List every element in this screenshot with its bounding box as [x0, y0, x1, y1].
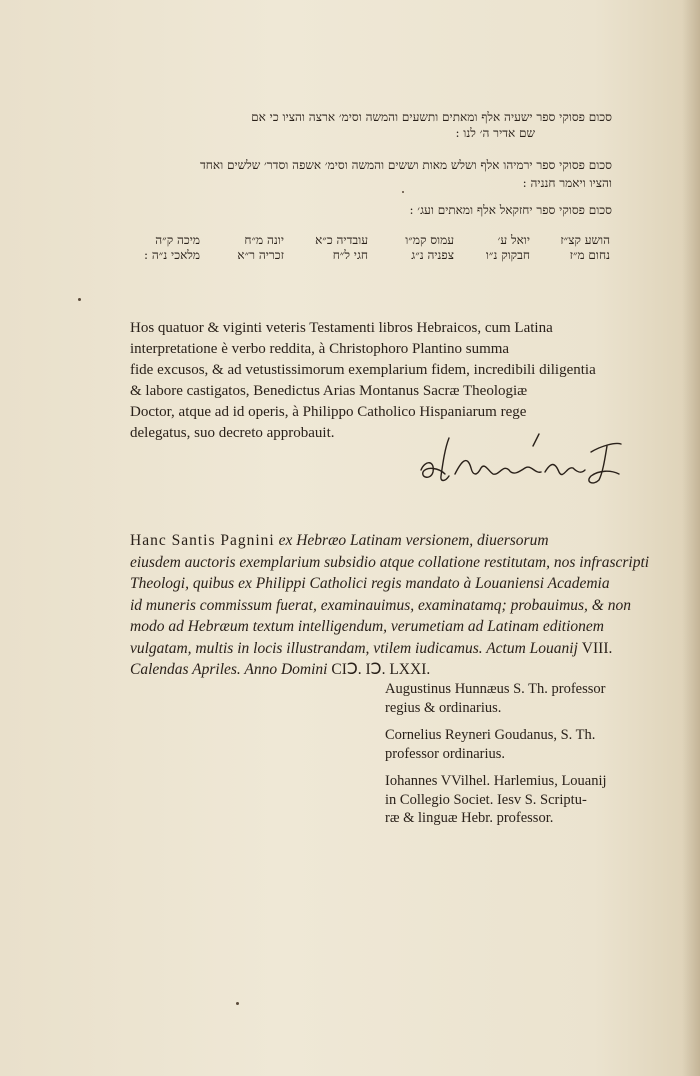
censura-opening-caps: Hanc Santis Pagnini: [130, 532, 275, 549]
approbation-paragraph: [130, 318, 650, 444]
hebrew-jeremiah-line-1: סכום פסוקי ספר ירמיהו אלף ושלש מאות וששים והמשה וסימ׳ אשפה וסדר׳ שלשים ואחד: [200, 158, 612, 172]
hebrew-ezekiel-line: סכום פסוקי ספר יחזקאל אלף ומאתים ועג׳ :: [409, 203, 612, 217]
approbation-line: Doctor, atque ad id operis, à Philippo Catholico Hispaniarum rege: [130, 404, 527, 420]
hebrew-isaiah-line-1: סכום פסוקי ספר ישעיה אלף ומאתים ותשעים והמשה וסימ׳ ארצה והציו כי אם: [251, 110, 612, 124]
censura-line: id muneris commissum fuerat, examinauimus, examinatamq; probauimus, & non: [130, 596, 631, 614]
censura-year: CIↃ. IↃ. LXXI.: [331, 661, 431, 678]
book-column: הושע קצ״ז נחום מ״ז: [560, 233, 610, 262]
censura-line: modo ad Hebræum textum intelligendum, verumetiam ad Latinam editionem: [130, 618, 604, 635]
approbation-line: & labore castigatos, Benedictus Arias Montanus Sacræ Theologiæ: [130, 383, 528, 399]
signatory-hunnaeus: Augustinus Hunnæus S. Th. professor regius & ordinarius.: [385, 681, 606, 716]
approbation-line: Hos quatuor & viginti veteris Testamenti libros Hebraicos, cum Latina: [130, 320, 553, 336]
paper-speck: [402, 191, 404, 193]
hebrew-isaiah-line-2: שם אדיר ה׳ לנו :: [455, 126, 535, 140]
censura-line: vulgatam, multis in locis illustrandam, vtilem iudicamus. Actum Louanij VIII.: [130, 639, 613, 657]
book-column: יונה מ״ח זכריה ר״א: [237, 233, 284, 262]
book-column: עובדיה כ״א חגי ל״ח: [315, 233, 368, 262]
censura-date-line: Calendas Apriles. Anno Domini CIↃ. IↃ. LXXI.: [130, 661, 431, 678]
signatory-harlemius: Iohannes VVilhel. Harlemius, Louanij in Collegio Societ. Iesv S. Scriptu- ræ & linguæ Hebr. professor.: [385, 773, 607, 826]
censura-line: Theologi, quibus ex Philippi Catholici regis mandato à Louaniensi Academia: [130, 575, 610, 592]
hebrew-jeremiah-line-2: והציו ויאמר חנניה :: [522, 176, 612, 190]
book-column: מיכה ק״ה מלאכי נ״ה :: [144, 233, 200, 262]
book-column: יואל ע׳ חבקוק נ״ו: [485, 233, 530, 262]
approbation-line: interpretatione è verbo reddita, à Christophoro Plantino summa: [130, 341, 510, 357]
signatories-list: [385, 680, 645, 837]
book-column: עמוס קמ״ו צפניה נ״ג: [405, 233, 454, 262]
signatory-goudanus: Cornelius Reyneri Goudanus, S. Th. professor ordinarius.: [385, 727, 596, 762]
paper-speck: [78, 298, 81, 301]
censura-line: Hanc Santis Pagnini ex Hebræo Latinam versionem, diuersorum: [130, 532, 549, 549]
minor-prophets-list: [0, 0, 700, 300]
censura-line: eiusdem auctoris exemplarium subsidio atque collatione restitutam, nos infrascripti: [130, 553, 650, 571]
approbation-line: fide excusos, & ad vetustissimorum exemplarium fidem, incredibili diligentia: [130, 362, 596, 378]
approbation-line: delegatus, suo decreto approbauit.: [130, 425, 335, 441]
censura-paragraph: [130, 530, 658, 681]
paper-speck: [236, 1002, 239, 1005]
handwritten-signature: [415, 432, 625, 488]
